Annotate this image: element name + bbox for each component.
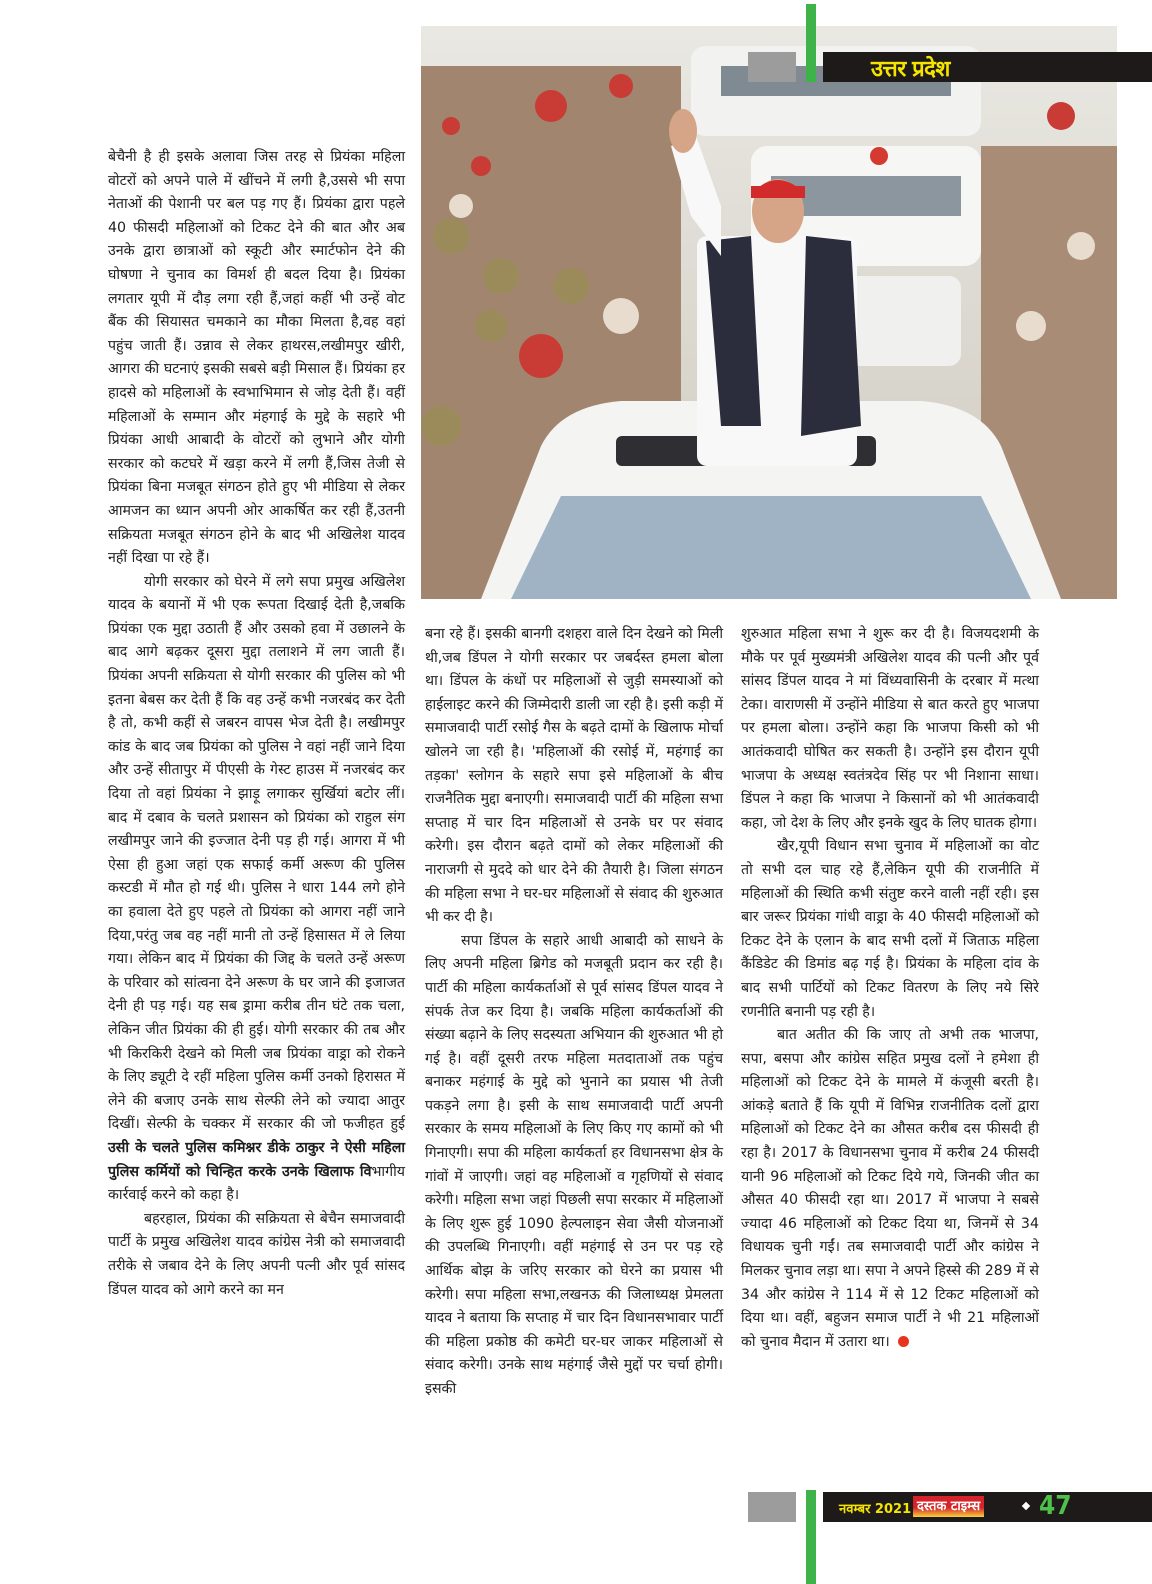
accent-bar-bottom — [806, 1490, 816, 1584]
separator-diamond-icon — [1022, 1502, 1030, 1510]
paragraph: बहरहाल, प्रियंका की सक्रियता से बेचैन समाजवादी पार्टी के प्रमुख अखिलेश यादव कांग्रेस नेत्री को समाजवादी तरीके से जबाव देने के लिए अपनी पत्नी और पूर्व सांसद डिंपल यादव को आगे करने का मन — [108, 1210, 405, 1298]
paragraph-text: योगी सरकार को घेरने में लगे सपा प्रमुख अखिलेश यादव के बयानों में भी एक रूपता दिखाई देती है,जबकि प्रियंका एक मुद्दा उठाती हैं और उसको हवा में उछालने के बाद आगे बढ़कर दूसरा मुद्दा तलाशने में लग जाती हैं। प्रियंका अपनी सक्रियता से योगी सरकार की पुलिस को भी इतना बेबस कर देती हैं कि वह उन्हें कभी नजरबंद कर देती है तो, कभी कहीं से जबरन वापस भेज देती है। लखीमपुर कांड के बाद जब प्रियंका को पुलिस ने वहां नहीं जाने दिया और उन्हें सीतापुर में पीएसी के गेस्ट हाउस में नजरबंद कर दिया तो वहां प्रियंका ने झाड़ू लगाकर सुर्खियां बटोर लीं। बाद में दबाव के चलते प्रशासन को प्रियंका को राहुल संग लखीमपुर जाने की इज्जात देनी पड़ ही गई। आगरा में भी ऐसा ही हुआ जहां एक सफाई कर्मी अरूण की पुलिस कस्टडी में मौत हो गई थी। पुलिस ने धारा 144 लगे होने का हवाला देते हुए पहले तो प्रियंका को आगरा नहीं जाने दिया,परंतु जब वह नहीं मानी तो उन्हें हिसासत में ले लिया गया। लेकिन बाद में प्रियंका की जिद्द के चलते उन्हें अरूण के परिवार को सांत्वना देने अरूण के घर जाने की इजाजत देनी ही पड़ गई। यह सब ड्रामा करीब तीन घंटे तक चला, लेकिन जीत प्रियंका की ही हुई। योगी सरकार की तब और भी किरकिरी देखने को मिली जब प्रियंका वाड्रा को रोकने के लिए ड्यूटी दे रहीं महिला पुलिस कर्मी उनको हिरासत में लेने की बजाए उनके साथ सेल्फी लेने को ज्यादा आतुर दिखीं। सेल्फी के चक्कर में सरकार की जो फजीहत हुई — [108, 573, 405, 1133]
issue-date: नवम्बर 2021 — [839, 1502, 912, 1517]
paragraph — [108, 571, 405, 1208]
rally-photo-illustration — [421, 26, 1117, 599]
paragraph-text: भागीय कार्रवाई करने को कहा है। — [108, 1163, 405, 1204]
paragraph: सपा डिंपल के सहारे आधी आबादी को साधने के लिए अपनी महिला ब्रिगेड को मजबूती प्रदान कर रही है।पार्टी की महिला कार्यकर्ताओं से पूर्व सांसद डिंपल यादव ने संपर्क तेज कर दिया है। जबकि महिला कार्यकर्ताओं की संख्या बढ़ाने के लिए सदस्यता अभियान की शुरुआत भी हो गई है। वहीं दूसरी तरफ महिला मतदाताओं तक पहुंच बनाकर महंगाई के मुद्दे को भुनाने का प्रयास भी तेजी पकड़ने लगा है। इसी के साथ समाजवादी पार्टी अपनी सरकार के समय महिलाओं के लिए किए गए कामों को भी गिनाएगी। सपा की महिला कार्यकर्ता हर विधानसभा क्षेत्र के गांवों में जाएगी। जहां वह महिलाओं व गृहणियों से संवाद करेगी। महिला सभा जहां पिछली सपा सरकार में महिलाओं के लिए शुरू हुई 1090 हेल्पलाइन सेवा जैसी योजनाओं की उपलब्धि गिनाएगी। वहीं महंगाई से उन पर पड़ रहे आर्थिक बोझ के जरिए सरकार को घेरने का प्रयास भी करेगी। सपा महिला सभा,लखनऊ की जिलाध्यक्ष प्रेमलता यादव ने बताया कि सप्ताह में चार दिन विधानसभावार पार्टी की महिला प्रकोष्ठ की कमेटी घर-घर जाकर महिलाओं से संवाद करेगी। उनके साथ महंगाई जैसे मुद्दों पर चर्चा होगी। इसकी — [425, 932, 723, 1397]
paragraph: खैर,यूपी विधान सभा चुनाव में महिलाओं का वोट तो सभी दल चाह रहे हैं,लेकिन यूपी की राजनीति में महिलाओं की स्थिति कभी संतुष्ट करने वाली नहीं रही। इस बार जरूर प्रियंका गांधी वाड्रा के 40 फीसदी महिलाओं को टिकट देने के एलान के बाद सभी दलों में जिताऊ महिला कैंडिडेट की डिमांड बढ़ गई है। प्रियंका के महिला दांव के बाद सभी पार्टियों को टिकट वितरण के लिए नये सिरे रणनीति बनानी पड़ रही है। — [741, 838, 1039, 1020]
article-column-2 — [425, 623, 723, 1402]
rally-photo — [421, 26, 1117, 599]
paragraph: बेचैनी है ही इसके अलावा जिस तरह से प्रियंका महिला वोटरों को अपने पाले में खींचने में लगी है,उससे भी सपा नेताओं की पेशानी पर बल पड़ गए हैं। प्रियंका द्वारा पहले 40 फीसदी महिलाओं को टिकट देने की बात और अब उनके द्वारा छात्राओं को स्कूटी और स्मार्टफोन देने की घोषणा ने चुनाव का विमर्श ही बदल दिया है। प्रियंका लगतार यूपी में दौड़ लगा रही हैं,जहां कहीं भी उन्हें वोट बैंक की सियासत चमकाने का मौका मिलता है,वह वहां पहुंच जाती हैं। उन्नाव से लेकर हाथरस,लखीमपुर खीरी, आगरा की घटनाएं इसकी सबसे बड़ी मिसाल हैं। प्रियंका हर हादसे को महिलाओं के स्वभाभिमान से जोड़ देती हैं। वहीं महिलाओं के सम्मान और मंहगाई के मुद्दे के सहारे भी प्रियंका आधी आबादी के वोटरों को लुभाने और योगी सरकार को कटघरे में खड़ा करने में लगी हैं,जिस तेजी से प्रियंका बिना मजबूत संगठन होते हुए भी मीडिया से लेकर आमजन का ध्यान अपनी ओर आकर्षित कर रही हैं,उतनी सक्रियता मजबूत संगठन होने के बाद भी अखिलेश यादव नहीं दिखा पा रहे हैं। — [108, 149, 405, 567]
page-number: 47 — [1039, 1491, 1072, 1521]
paragraph: शुरुआत महिला सभा ने शुरू कर दी है। विजयदशमी के मौके पर पूर्व मुख्यमंत्री अखिलेश यादव की पत्नी और पूर्व सांसद डिंपल यादव ने मां विंध्यवासिनी के दरबार में मत्था टेका। वाराणसी में उन्होंने मीडिया से बात करते हुए भाजपा पर हमला बोला। उन्होंने कहा कि भाजपा किसी को भी आतंकवादी घोषित कर सकती है। उन्होंने इस दौरान यूपी भाजपा के अध्यक्ष स्वतंत्रदेव सिंह पर भी निशाना साधा। डिंपल ने कहा कि भाजपा ने किसानों को भी आतंकवादी कहा, जो देश के लिए और इनके खुद के लिए घातक होगा। — [741, 626, 1039, 831]
footer-gray-block — [748, 1492, 796, 1522]
page-footer — [823, 1492, 1152, 1522]
section-title: उत्तर प्रदेश — [871, 57, 950, 82]
paragraph-text: बात अतीत की कि जाए तो अभी तक भाजपा, सपा, बसपा और कांग्रेस सहित प्रमुख दलों ने हमेशा ही महिलाओं को टिकट देने के मामले में कंजूसी बरती है। आंकड़े बताते हैं कि यूपी में विभिन्न राजनीतिक दलों द्वारा महिलाओं को टिकट देने का औसत करीब दस फीसदी ही रहा है। 2017 के विधानसभा चुनाव में करीब 24 फीसदी यानी 96 महिलाओं को टिकट दिये गये, जिनकी जीत का औसत 40 फीसदी रहा था। 2017 में भाजपा ने सबसे ज्यादा 46 महिलाओं को टिकट दिया था, जिनमें से 34 विधायक चुनी गईं। तब समाजवादी पार्टी और कांग्रेस ने मिलकर चुनाव लड़ा था। सपा ने अपने हिस्से की 289 में से 34 और कांग्रेस ने 114 में से 12 टिकट महिलाओं को दिया था। वहीं, बहुजन समाज पार्टी ने भी 21 महिलाओं को चुनाव मैदान में उतारा था। — [741, 1027, 1039, 1350]
paragraph — [741, 1024, 1039, 1354]
article-column-1 — [108, 146, 405, 1302]
accent-bar-top — [806, 4, 816, 82]
end-of-article-dot-icon — [898, 1336, 909, 1347]
paragraph: बना रहे हैं। इसकी बानगी दशहरा वाले दिन देखने को मिली थी,जब डिंपल ने योगी सरकार पर जबर्दस्त हमला बोला था। डिंपल के कंधों पर महिलाओं से जुड़ी समस्याओं को हाईलाइट करने की जिम्मेदारी डाली जा रही है। इसी कड़ी में समाजवादी पार्टी रसोई गैस के बढ़ते दामों के खिलाफ मोर्चा खोलने जा रही है। 'महिलाओं की रसोई में, महंगाई का तड़का' स्लोगन के सहारे सपा इसे महिलाओं के बीच राजनैतिक मुद्दा बनाएगी। समाजवादी पार्टी की महिला सभा सप्ताह में चार दिन महिलाओं से उनके घर पर संवाद करेगी। इस दौरान बढ़ते दामों को लेकर महिलाओं की नाराजगी से मुददे को धार देने की तैयारी है। जिला संगठन की महिला सभा ने घर-घर महिलाओं से संवाद की शुरुआत भी कर दी है। — [425, 626, 723, 926]
section-header — [823, 52, 1152, 82]
magazine-logo: दस्तक टाइम्स — [913, 1496, 984, 1517]
header-gray-block — [748, 52, 796, 82]
bold-highlight: उसी के चलते पुलिस कमिश्नर डीके ठाकुर ने ऐसी महिला पुलिस कर्मियों को चिन्हित करके उनके खिलाफ वि — [108, 1139, 405, 1180]
article-column-3 — [741, 623, 1039, 1354]
